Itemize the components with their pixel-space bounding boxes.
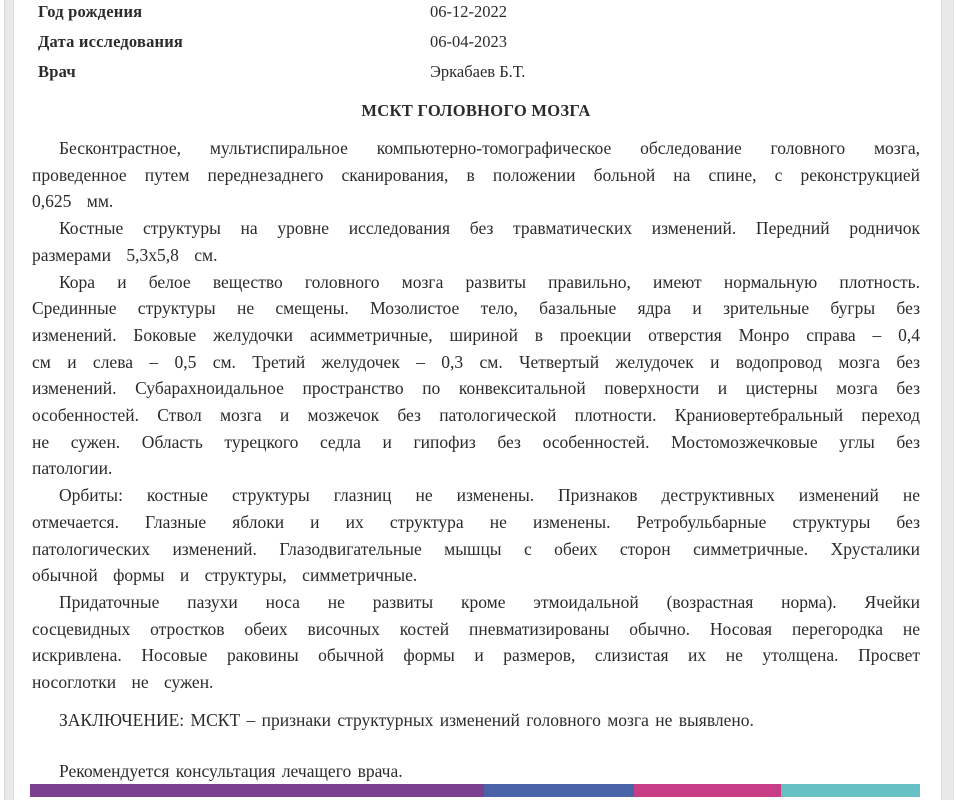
footer-bar-segment-pink [634,784,781,797]
meta-row-study-date [38,32,920,62]
footer-bar-segment-blue [484,784,634,797]
meta-label: Год рождения [38,2,143,21]
meta-label: Врач [38,62,76,81]
paragraph-technique: Бесконтрастное, мультиспиральное компьютерно-томографическое обследование головного мозга, проведенное путем переднезаднего сканирования, в положении больной на спине, с реконструкцией 0,625 мм. [32,138,920,212]
patient-meta-table [38,2,920,92]
page-edge-right [941,0,954,800]
footer-color-bar [30,784,920,797]
footer-bar-segment-teal [781,784,920,797]
meta-value: 06-04-2023 [430,32,507,51]
meta-label: Дата исследования [38,32,184,51]
paragraph-sinuses: Придаточные пазухи носа не развиты кроме этмоидальной (возрастная норма). Ячейки сосцевидных отростков обеих височных костей пневматизированы обычно. Носовая перегородка не искривлена. Носовые раковины обычной формы и размеров, слизистая их не утолщена. Просвет носоглотки не сужен. [32,591,920,693]
paragraph-bone-structures: Костные структуры на уровне исследования без травматических изменений. Передний родничок размерами 5,3х5,8 см. [32,218,920,265]
meta-row-doctor [38,62,920,92]
meta-row-birth-year [38,2,920,32]
paragraph-brain-findings: Кора и белое вещество головного мозга развиты правильно, имеют нормальную плотность. Срединные структуры не смещены. Мозолистое тело, базальные ядра и зрительные бугры без изменений. Боковые желудочки асимметричные, шириной в проекции отверстия Монро справа – 0,4 см и слева – 0,5 см. Третий желудочек – 0,3 см. Четвертый желудочек и водопровод мозга без изменений. Субарахноидальное пространство по конвекситальной поверхности и цистерны мозга без особенностей. Ствол мозга и мозжечок без патологической плотности. Краниовертебральный переход не сужен. Область турецкого седла и гипофиз без особенностей. Мостомозжечковые углы без патологии. [32,271,920,479]
recommendation-text: Рекомендуется консультация лечащего врача. [59,761,403,782]
meta-value: Эркабаев Б.Т. [430,62,526,81]
conclusion-text: ЗАКЛЮЧЕНИЕ: МСКТ – признаки структурных изменений головного мозга не выявлено. [59,709,754,730]
footer-bar-segment-purple [30,784,484,797]
document-title: МСКТ ГОЛОВНОГО МОЗГА [361,101,591,120]
meta-value: 06-12-2022 [430,2,507,21]
paragraph-orbits: Орбиты: костные структуры глазниц не изменены. Признаков деструктивных изменений не отмечается. Глазные яблоки и их структура не изменены. Ретробульбарные структуры без патологических изменений. Глазодвигательные мышцы с обеих сторон симметричные. Хрусталики обычной формы и структуры, симметричные. [32,485,920,586]
document-content [32,0,920,785]
page-edge-left [4,0,14,800]
